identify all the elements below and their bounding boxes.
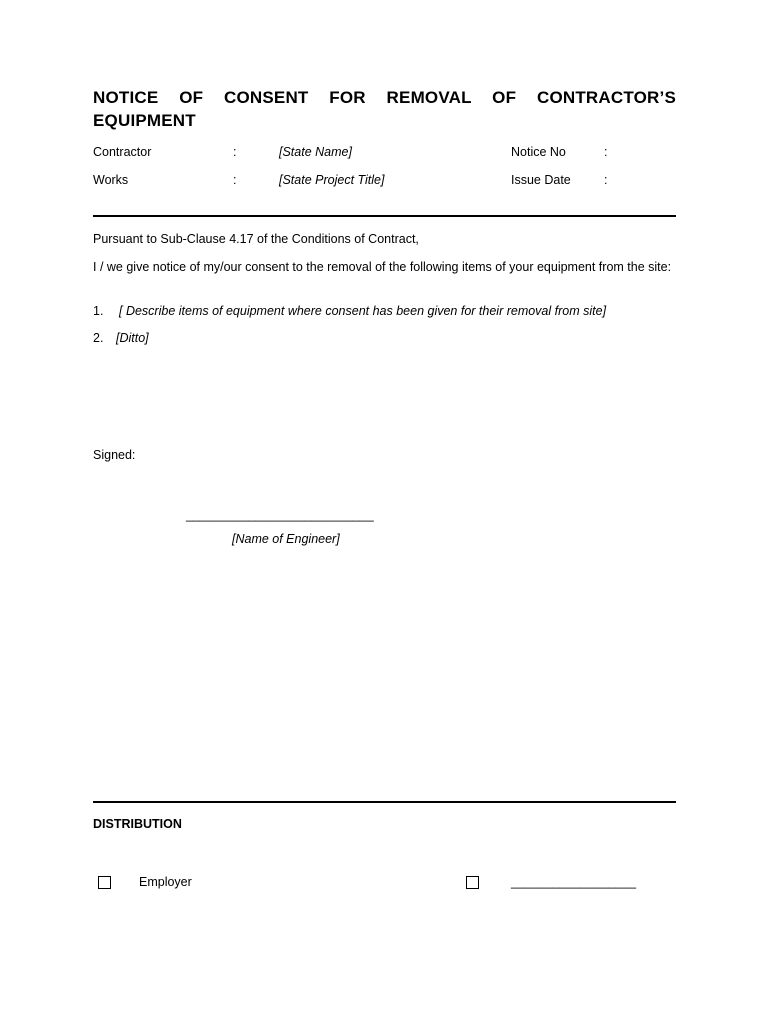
list-item-text: [Ditto] xyxy=(116,331,149,345)
works-label: Works xyxy=(93,173,129,187)
other-recipient-blank: __________________ xyxy=(511,875,637,889)
engineer-name: [Name of Engineer] xyxy=(232,532,340,546)
list-item xyxy=(93,304,676,318)
works-value: [State Project Title] xyxy=(279,173,385,187)
distribution-divider xyxy=(93,801,676,803)
employer-checkbox[interactable] xyxy=(98,876,111,889)
employer-label: Employer xyxy=(139,875,192,889)
notice-no-label: Notice No xyxy=(511,145,566,159)
header-divider xyxy=(93,215,676,217)
list-item xyxy=(93,331,676,345)
issue-date-colon: : xyxy=(604,173,608,187)
contractor-value: [State Name] xyxy=(279,145,352,159)
contractor-row xyxy=(93,145,676,163)
list-item-number: 1. xyxy=(93,304,104,318)
signed-label: Signed: xyxy=(93,448,136,462)
intro-paragraph: Pursuant to Sub-Clause 4.17 of the Conditions of Contract, xyxy=(93,232,419,246)
signature-line: ___________________________ xyxy=(186,508,374,522)
works-colon: : xyxy=(233,173,237,187)
contractor-colon: : xyxy=(233,145,237,159)
list-item-text: [ Describe items of equipment where consent has been given for their removal from site] xyxy=(119,304,607,318)
document-title: NOTICE OF CONSENT FOR REMOVAL OF CONTRACTOR’S EQUIPMENT xyxy=(93,88,676,130)
distribution-heading: DISTRIBUTION xyxy=(93,817,182,831)
works-row xyxy=(93,173,676,191)
other-recipient-checkbox[interactable] xyxy=(466,876,479,889)
list-item-number: 2. xyxy=(93,331,104,345)
contractor-label: Contractor xyxy=(93,145,152,159)
issue-date-label: Issue Date xyxy=(511,173,571,187)
consent-paragraph: I / we give notice of my/our consent to the removal of the following items of your equipment from the site: xyxy=(93,260,672,274)
notice-no-colon: : xyxy=(604,145,608,159)
